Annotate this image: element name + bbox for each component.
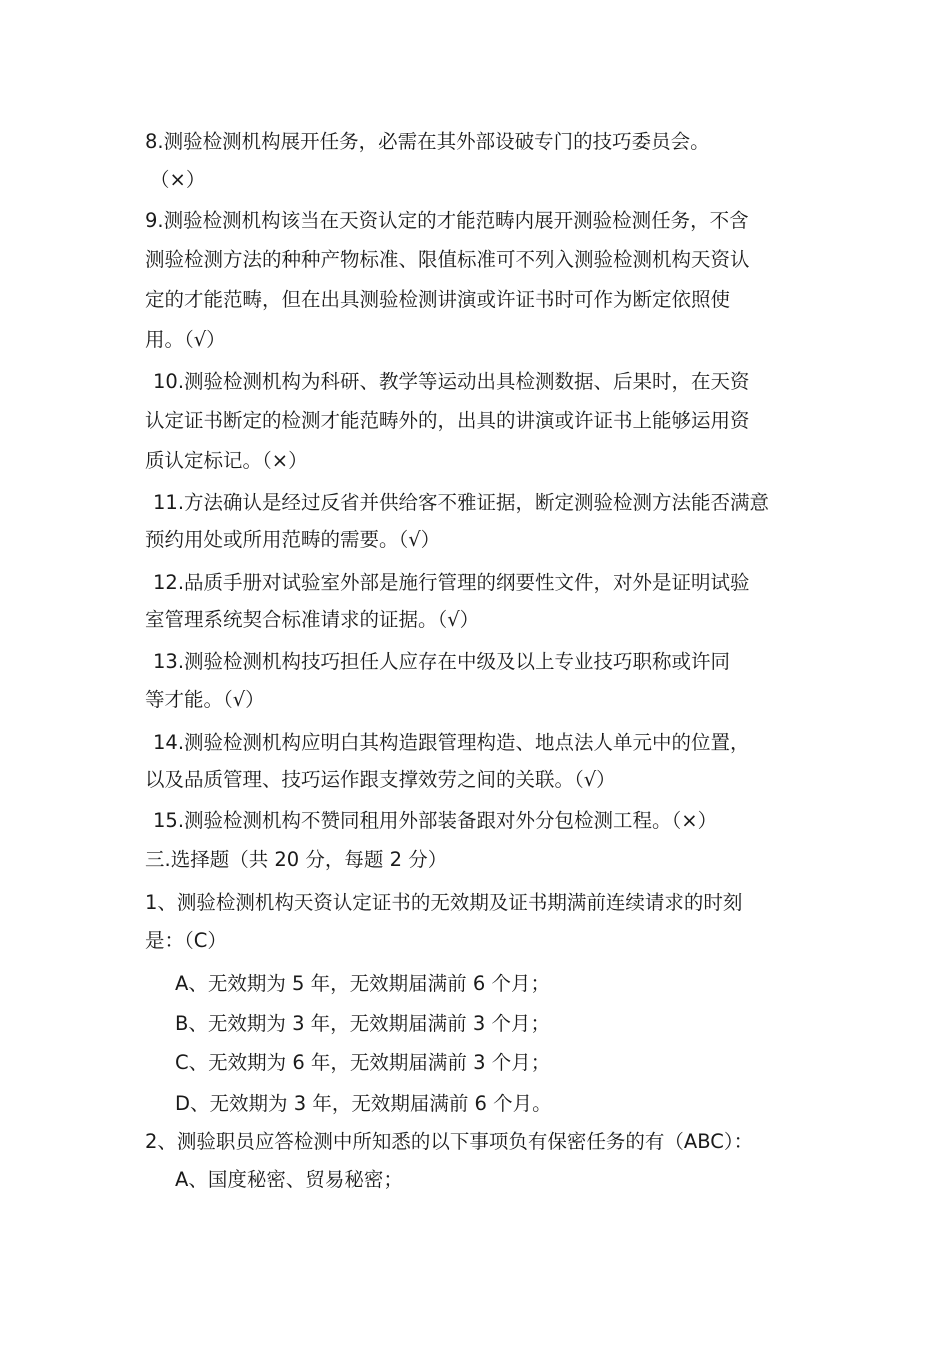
judgment-item-9-line-1: 9.测验检测机构该当在天资认定的才能范畴内展开测验检测任务，不含 (145, 209, 749, 232)
choice-question-2: 2、测验职员应答检测中所知悉的以下事项负有保密任务的有（ABC）： (145, 1130, 754, 1153)
section-heading-choice: 三.选择题（共 20 分，每题 2 分） (145, 848, 448, 871)
choice-question-1-line-1: 1、测验检测机构天资认定证书的无效期及证书期满前连续请求的时刻 (145, 891, 743, 914)
judgment-item-9-line-3: 定的才能范畴，但在出具测验检测讲演或许证书时可作为断定依照使 (145, 288, 731, 311)
choice-question-1-option-c: C、无效期为 6 年，无效期届满前 3 个月； (175, 1051, 551, 1074)
choice-question-2-option-a: A、国度秘密、贸易秘密； (175, 1168, 403, 1191)
choice-question-1-option-b: B、无效期为 3 年，无效期届满前 3 个月； (175, 1012, 550, 1035)
judgment-item-10-line-1: 10.测验检测机构为科研、教学等运动出具检测数据、后果时，在天资 (153, 370, 750, 393)
choice-question-1-line-2: 是：（C） (145, 929, 227, 952)
judgment-item-10-line-3: 质认定标记。（×） (145, 449, 308, 472)
judgment-item-8-answer: （×） (150, 168, 206, 191)
judgment-item-14-line-2: 以及品质管理、技巧运作跟支撑效劳之间的关联。（√） (145, 768, 616, 791)
judgment-item-13-line-1: 13.测验检测机构技巧担任人应存在中级及以上专业技巧职称或许同 (153, 650, 731, 673)
judgment-item-15: 15.测验检测机构不赞同租用外部装备跟对外分包检测工程。（×） (153, 809, 718, 832)
judgment-item-12-line-2: 室管理系统契合标准请求的证据。（√） (145, 608, 480, 631)
judgment-item-14-line-1: 14.测验检测机构应明白其构造跟管理构造、地点法人单元中的位置， (153, 731, 750, 754)
judgment-item-10-line-2: 认定证书断定的检测才能范畴外的，出具的讲演或许证书上能够运用资 (145, 409, 750, 432)
choice-question-1-option-a: A、无效期为 5 年，无效期届满前 6 个月； (175, 972, 550, 995)
judgment-item-11-line-2: 预约用处或所用范畴的需要。（√） (145, 528, 441, 551)
judgment-item-9-line-2: 测验检测方法的种种产物标准、限值标准可不列入测验检测机构天资认 (145, 248, 750, 271)
judgment-item-8: 8.测验检测机构展开任务，必需在其外部设破专门的技巧委员会。 (145, 130, 710, 153)
judgment-item-9-line-4: 用。（√） (145, 328, 226, 351)
judgment-item-12-line-1: 12.品质手册对试验室外部是施行管理的纲要性文件，对外是证明试验 (153, 571, 750, 594)
judgment-item-13-line-2: 等才能。（√） (145, 688, 265, 711)
choice-question-1-option-d: D、无效期为 3 年，无效期届满前 6 个月。 (175, 1092, 552, 1115)
judgment-item-11-line-1: 11.方法确认是经过反省并供给客不雅证据，断定测验检测方法能否满意 (153, 491, 770, 514)
